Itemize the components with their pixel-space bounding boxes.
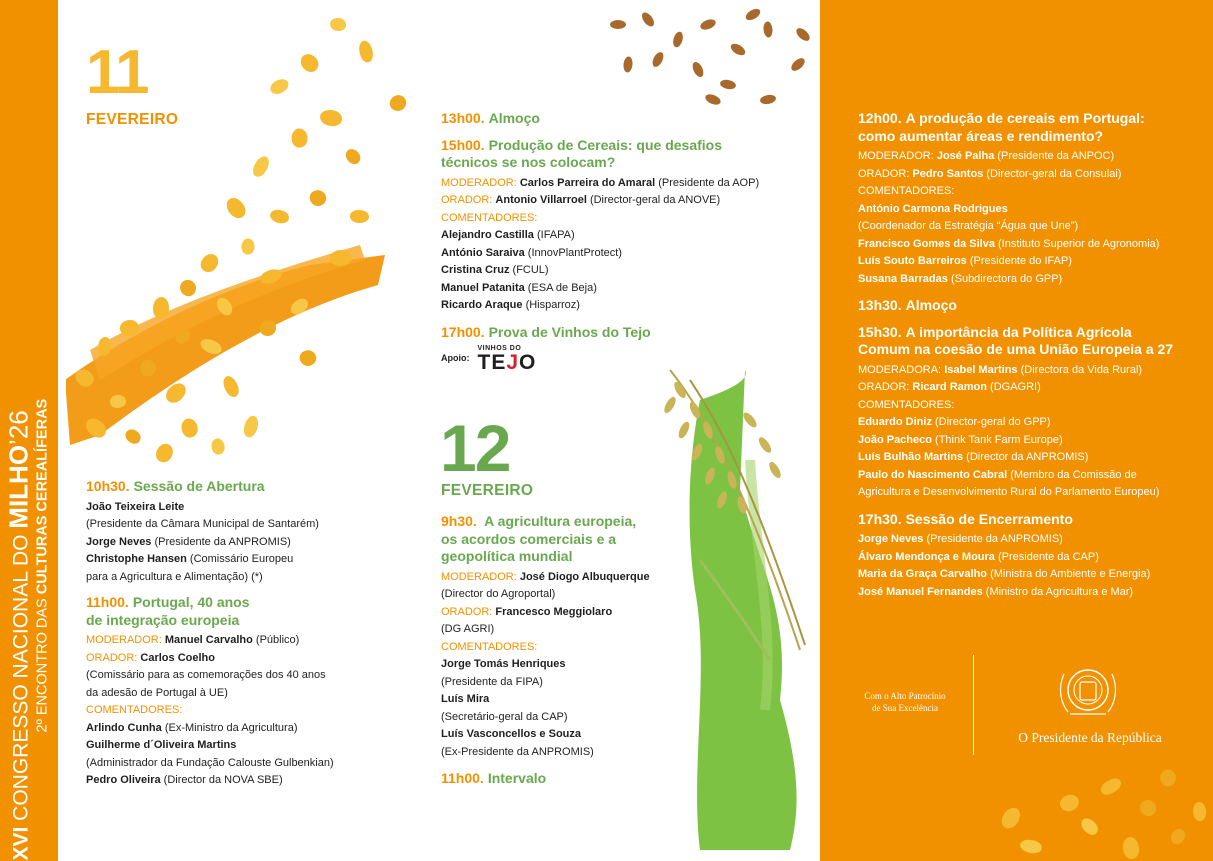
sidebar-banner <box>0 0 58 861</box>
participant-line <box>86 499 406 517</box>
participant-name: Christophe Hansen <box>86 553 187 565</box>
participant-detail: MODERADORA: <box>858 363 945 376</box>
participant-detail: (Presidente da AOP) <box>655 176 760 189</box>
participant-line <box>858 201 1208 219</box>
participant-line <box>858 253 1208 271</box>
participant-detail: (Presidente da CAP) <box>994 550 1099 563</box>
participant-detail: ORADOR: <box>858 167 913 180</box>
corn-kernel <box>307 187 329 209</box>
participant-line <box>858 236 1208 254</box>
day1-month: FEVEREIRO <box>86 111 179 128</box>
participant-line <box>441 569 681 587</box>
wheat-grain <box>794 26 812 43</box>
day2-number: 12 <box>440 411 510 485</box>
session-title-text: Prova de Vinhos do Tejo <box>488 323 651 340</box>
session-time: 10h30. <box>86 478 130 494</box>
session-block <box>86 594 406 790</box>
participant-line <box>86 569 406 587</box>
day1-morning-program <box>86 478 406 790</box>
session-title <box>441 324 821 342</box>
participant-line <box>86 772 406 790</box>
participant-line <box>441 691 681 709</box>
session-title-text: Almoço <box>488 110 540 126</box>
participant-name: Arlindo Cunha <box>86 721 162 734</box>
participant-detail: (Instituto Superior de Agronomia) <box>994 237 1160 250</box>
session-title <box>441 770 681 788</box>
corn-kernel <box>268 76 291 97</box>
participant-detail: (Director-geral da Consulai) <box>983 167 1122 180</box>
participant-line <box>858 218 1208 236</box>
participant-line <box>86 755 406 773</box>
wheat-grain <box>704 92 722 106</box>
role-label: COMENTADORES: <box>441 640 538 653</box>
participant-detail: para a Agricultura e Alimentação) (*) <box>86 570 263 583</box>
participant-name: Isabel Martins <box>944 363 1018 376</box>
participant-name: João Pacheco <box>858 433 932 446</box>
participant-name: Maria da Graça Carvalho <box>858 568 988 580</box>
participant-name: Francisco Gomes da Silva <box>858 237 995 250</box>
session-block <box>858 324 1208 502</box>
participant-line <box>441 227 821 245</box>
participant-name: Francesco Meggiolaro <box>495 605 613 618</box>
sidebar-vertical-title <box>3 0 52 861</box>
participant-line <box>858 379 1208 397</box>
wheat-grain <box>699 17 717 31</box>
participant-detail: (Membro da Comissão de <box>1007 468 1137 481</box>
participant-detail: (Think Tank Farm Europe) <box>931 433 1063 446</box>
participant-line <box>441 280 821 298</box>
session-participants <box>86 632 406 790</box>
participant-name: Paulo do Nascimento Cabral <box>858 468 1008 481</box>
session-time: 15h30. <box>858 323 902 340</box>
participant-detail: (Comissário Europeu <box>186 553 294 565</box>
session-block <box>441 770 681 788</box>
session-title-cont: geopolítica mundial <box>441 548 573 564</box>
participant-name: José Palha <box>936 150 995 162</box>
participant-line <box>441 709 681 727</box>
participant-detail: (Presidente da ANPROMIS) <box>923 533 1063 545</box>
participant-line <box>441 192 821 210</box>
session-time: 13h00. <box>441 110 485 126</box>
participant-detail: (FCUL) <box>509 264 549 276</box>
session-title-cont: como aumentar áreas e rendimento? <box>858 127 1104 144</box>
session-participants <box>858 148 1208 288</box>
day2-month: FEVEREIRO <box>441 482 534 499</box>
patronage-divider <box>973 655 974 755</box>
patronage-text <box>845 690 965 714</box>
participant-detail: (Ministro da Agricultura e Mar) <box>982 585 1134 598</box>
participant-detail: MODERADOR: <box>858 150 937 162</box>
participant-line <box>86 667 406 685</box>
participant-name: José Manuel Fernandes <box>858 585 983 598</box>
participant-line <box>858 397 1208 415</box>
session-title-text: Sessão de Encerramento <box>905 510 1073 527</box>
participant-line <box>858 467 1208 485</box>
day2-morning-program <box>441 513 681 788</box>
session-time: 11h00. <box>86 594 129 610</box>
participant-line <box>86 632 406 650</box>
wheat-grain <box>759 94 776 106</box>
participant-detail: (Secretário-geral da CAP) <box>441 710 568 723</box>
participant-name: Luís Mira <box>441 693 490 705</box>
wheat-grain <box>640 10 657 28</box>
participant-name: Jorge Tomás Henriques <box>441 658 566 670</box>
day1-afternoon-program <box>441 110 821 373</box>
session-title <box>441 137 821 155</box>
logo-letter: E <box>491 351 507 374</box>
session-time: 17h30. <box>858 510 902 527</box>
participant-detail: (Director da ANPROMIS) <box>963 451 1089 463</box>
participant-line <box>858 566 1208 584</box>
session-title-cont: de integração europeia <box>86 611 240 628</box>
congress-milho: MILHO <box>3 444 34 529</box>
participant-detail: Agricultura e Desenvolvimento Rural do Parlamento Europeu) <box>858 486 1160 498</box>
participant-line <box>86 720 406 738</box>
participant-name: Ricardo Araque <box>441 299 523 311</box>
role-label: ORADOR: <box>441 605 496 618</box>
session-title-text: Almoço <box>905 297 957 313</box>
coat-of-arms-icon <box>1050 662 1126 722</box>
session-time: 11h00. <box>441 770 484 786</box>
participant-detail: da adesão de Portugal à UE) <box>86 686 228 699</box>
participant-line <box>858 449 1208 467</box>
session-title <box>441 110 821 128</box>
participant-name: Carlos Parreira do Amaral <box>519 176 656 189</box>
role-label: COMENTADORES: <box>441 211 538 224</box>
participant-detail: (Director-geral do GPP) <box>931 416 1051 428</box>
logo-main-text <box>478 352 537 373</box>
participant-detail: (Ex-Ministro da Agricultura) <box>161 721 298 734</box>
participant-name: Manuel Carvalho <box>164 634 253 646</box>
participant-detail: (Ministra do Ambiente e Energia) <box>987 568 1151 580</box>
participant-detail: (Director do Agroportal) <box>441 588 556 600</box>
sidebar-white-stripe <box>58 0 66 861</box>
participant-detail: COMENTADORES: <box>858 185 955 197</box>
congress-year: ’26 <box>3 410 34 445</box>
participant-line <box>858 362 1208 380</box>
participant-line <box>86 551 406 569</box>
participant-line <box>858 484 1208 502</box>
session-participants <box>441 175 821 315</box>
participant-name: Antonio Villarroel <box>495 194 587 206</box>
day1-number: 11 <box>86 38 148 107</box>
wheat-grain <box>690 60 705 78</box>
patronage-line2: de Sua Excelência <box>872 703 938 713</box>
corn-kernel <box>1140 800 1157 817</box>
participant-line <box>441 621 681 639</box>
participant-name: Susana Barradas <box>858 272 948 285</box>
participant-line <box>441 639 681 657</box>
role-label: ORADOR: <box>86 651 141 664</box>
session-title <box>858 297 1208 315</box>
role-label: MODERADOR: <box>441 176 520 189</box>
session-block <box>441 110 821 128</box>
session-block <box>441 137 821 315</box>
participant-line <box>441 586 681 604</box>
participant-line <box>858 271 1208 289</box>
participant-detail: (DG AGRI) <box>441 623 495 635</box>
vinhos-do-tejo-logo <box>478 345 537 373</box>
corn-kernel <box>343 146 364 166</box>
participant-detail: (Subdirectora do GPP) <box>947 272 1063 285</box>
corn-kernel <box>319 109 342 127</box>
role-label: MODERADOR: <box>441 570 520 583</box>
wheat-grain <box>623 56 634 73</box>
participant-detail: COMENTADORES: <box>858 398 955 411</box>
wheat-grain <box>789 56 807 73</box>
participant-detail: (Público) <box>252 634 300 646</box>
role-label: COMENTADORES: <box>86 704 183 716</box>
participant-name: Carlos Coelho <box>140 651 215 664</box>
participant-detail: (DGAGRI) <box>986 381 1041 393</box>
wheat-grain <box>719 79 736 91</box>
session-title-cont: técnicos se nos colocam? <box>441 154 616 170</box>
participant-name: Pedro Santos <box>912 167 984 180</box>
session-title-text: Intervalo <box>487 770 547 786</box>
participant-name: Jorge Neves <box>86 535 152 548</box>
participant-line <box>441 262 821 280</box>
participant-detail: (Director-geral da ANOVE) <box>586 194 721 206</box>
participant-line <box>86 737 406 755</box>
participant-detail: (Presidente da Câmara Municipal de Santarém) <box>86 518 319 530</box>
participant-line <box>441 175 821 193</box>
logo-letter: T <box>477 351 492 374</box>
participant-name: Álvaro Mendonça e Moura <box>858 550 995 563</box>
participant-name: Luís Bulhão Martins <box>858 451 964 463</box>
participant-name: Alejandro Castilla <box>441 229 534 241</box>
participant-line <box>858 414 1208 432</box>
session-participants <box>858 362 1208 502</box>
session-block <box>858 511 1208 602</box>
participant-name: José Diogo Albuquerque <box>519 570 650 583</box>
session-title-text: A produção de cereais em Portugal: <box>905 110 1145 126</box>
corn-kernel <box>388 93 409 114</box>
participant-line <box>441 604 681 622</box>
participant-name: Cristina Cruz <box>441 264 510 276</box>
participant-line <box>858 166 1208 184</box>
encontro-culturas: CULTURAS CEREALÍFERAS <box>34 398 51 595</box>
participant-detail: (Ex-Presidente da ANPROMIS) <box>441 745 594 758</box>
wheat-grain <box>744 7 762 23</box>
wheat-grain <box>671 31 684 49</box>
participant-line <box>858 531 1208 549</box>
wheat-grain <box>650 50 665 68</box>
logo-top-text: VINHOS DO <box>477 345 522 352</box>
participant-line <box>441 674 681 692</box>
session-participants <box>858 531 1208 601</box>
participant-name: Jorge Neves <box>858 533 924 545</box>
participant-detail: (InnovPlantProtect) <box>524 246 622 259</box>
participant-line <box>858 148 1208 166</box>
session-time: 12h00. <box>858 110 902 126</box>
corn-kernel <box>250 154 271 179</box>
corn-kernel <box>330 18 346 31</box>
participant-name: Guilherme d´Oliveira Martins <box>86 739 237 751</box>
participant-line <box>858 432 1208 450</box>
corn-kernel <box>350 210 369 224</box>
participant-detail: (Administrador da Fundação Calouste Gulbenkian) <box>86 756 334 769</box>
participant-line <box>86 685 406 703</box>
session-title <box>441 513 681 531</box>
session-time: 15h00. <box>441 136 485 153</box>
corn-kernel <box>297 51 322 75</box>
session-title-text: Produção de Cereais: que desafios <box>488 136 722 153</box>
participant-detail: (Presidente do IFAP) <box>966 255 1072 267</box>
session-participants <box>86 499 406 587</box>
participant-name: António Saraiva <box>441 246 525 259</box>
participant-name: Eduardo Diniz <box>858 416 932 428</box>
participant-line <box>441 744 681 762</box>
participant-line <box>86 534 406 552</box>
corn-kernel <box>357 39 376 64</box>
president-text: O Presidente da República <box>1018 730 1162 745</box>
logo-letter: O <box>519 351 537 374</box>
participant-detail: (ESA de Beja) <box>524 281 597 294</box>
session-block <box>441 324 821 342</box>
role-label: ORADOR: <box>441 194 496 206</box>
participant-line <box>441 297 821 315</box>
participant-name: António Carmona Rodrigues <box>858 202 1008 215</box>
congress-name: CONGRESSO NACIONAL DO <box>9 528 33 821</box>
wheat-grain <box>729 41 747 57</box>
participant-detail: (Directora da Vida Rural) <box>1017 363 1143 376</box>
participant-line <box>858 549 1208 567</box>
participant-line <box>86 650 406 668</box>
corn-kernel <box>223 194 250 221</box>
session-title-cont: Comum na coesão de uma União Europeia a 27 <box>858 341 1174 357</box>
wheat-grain <box>610 20 626 29</box>
wheat-grain <box>763 21 773 38</box>
congress-edition: XVI <box>9 820 33 861</box>
participant-line <box>858 584 1208 602</box>
session-time: 9h30. <box>441 513 477 529</box>
session-title-text: A importância da Política Agrícola <box>905 323 1132 340</box>
participant-line <box>86 702 406 720</box>
session-title-text: A agricultura europeia, <box>480 513 637 529</box>
session-time: 13h30. <box>858 297 902 313</box>
corn-kernel <box>290 127 309 149</box>
session-title <box>858 324 1208 342</box>
participant-detail: (Coordenador da Estratégia “Água que Une”) <box>858 220 1079 232</box>
session-block <box>858 110 1208 288</box>
role-label: MODERADOR: <box>86 634 165 646</box>
participant-detail: (Presidente da ANPOC) <box>994 150 1115 162</box>
corn-kernel <box>269 208 290 224</box>
session-block <box>86 478 406 586</box>
participant-detail: (Presidente da FIPA) <box>441 675 543 688</box>
participant-detail: (Director da NOVA SBE) <box>160 774 283 786</box>
session-title-text: Sessão de Abertura <box>133 478 265 494</box>
session-title <box>858 511 1208 529</box>
participant-detail: (Comissário para as comemorações dos 40 anos <box>86 669 326 681</box>
participant-name: João Teixeira Leite <box>86 500 185 513</box>
session-title <box>86 478 406 496</box>
participant-line <box>86 516 406 534</box>
session-block <box>441 513 681 761</box>
participant-detail: (IFAPA) <box>533 229 575 241</box>
logo-letter: J <box>506 351 520 374</box>
session-block <box>858 297 1208 315</box>
participant-name: Ricard Ramon <box>912 381 987 393</box>
session-time: 17h00. <box>441 323 485 340</box>
session-title-cont: os acordos comerciais e a <box>441 530 617 547</box>
participant-name: Luís Vasconcellos e Souza <box>441 728 581 740</box>
encontro-name: 2º ENCONTRO DAS <box>34 594 51 733</box>
participant-line <box>858 183 1208 201</box>
participant-line <box>441 656 681 674</box>
participant-line <box>441 245 821 263</box>
participant-line <box>441 210 821 228</box>
participant-detail: (Hisparroz) <box>522 299 580 311</box>
participant-detail: ORADOR: <box>858 381 913 393</box>
participant-name: Luís Souto Barreiros <box>858 255 967 267</box>
participant-name: Pedro Oliveira <box>86 774 161 786</box>
session-title <box>858 110 1208 128</box>
session-title <box>86 594 406 612</box>
participant-detail: (Presidente da ANPROMIS) <box>151 535 291 548</box>
session-participants <box>441 569 681 762</box>
apoio-label: Apoio: <box>441 353 470 364</box>
patronage-line1: Com o Alto Patrocínio <box>864 691 946 701</box>
participant-line <box>441 726 681 744</box>
apoio-row <box>441 345 821 373</box>
participant-name: Manuel Patanita <box>441 281 525 294</box>
session-title-text: Portugal, 40 anos <box>132 594 250 610</box>
